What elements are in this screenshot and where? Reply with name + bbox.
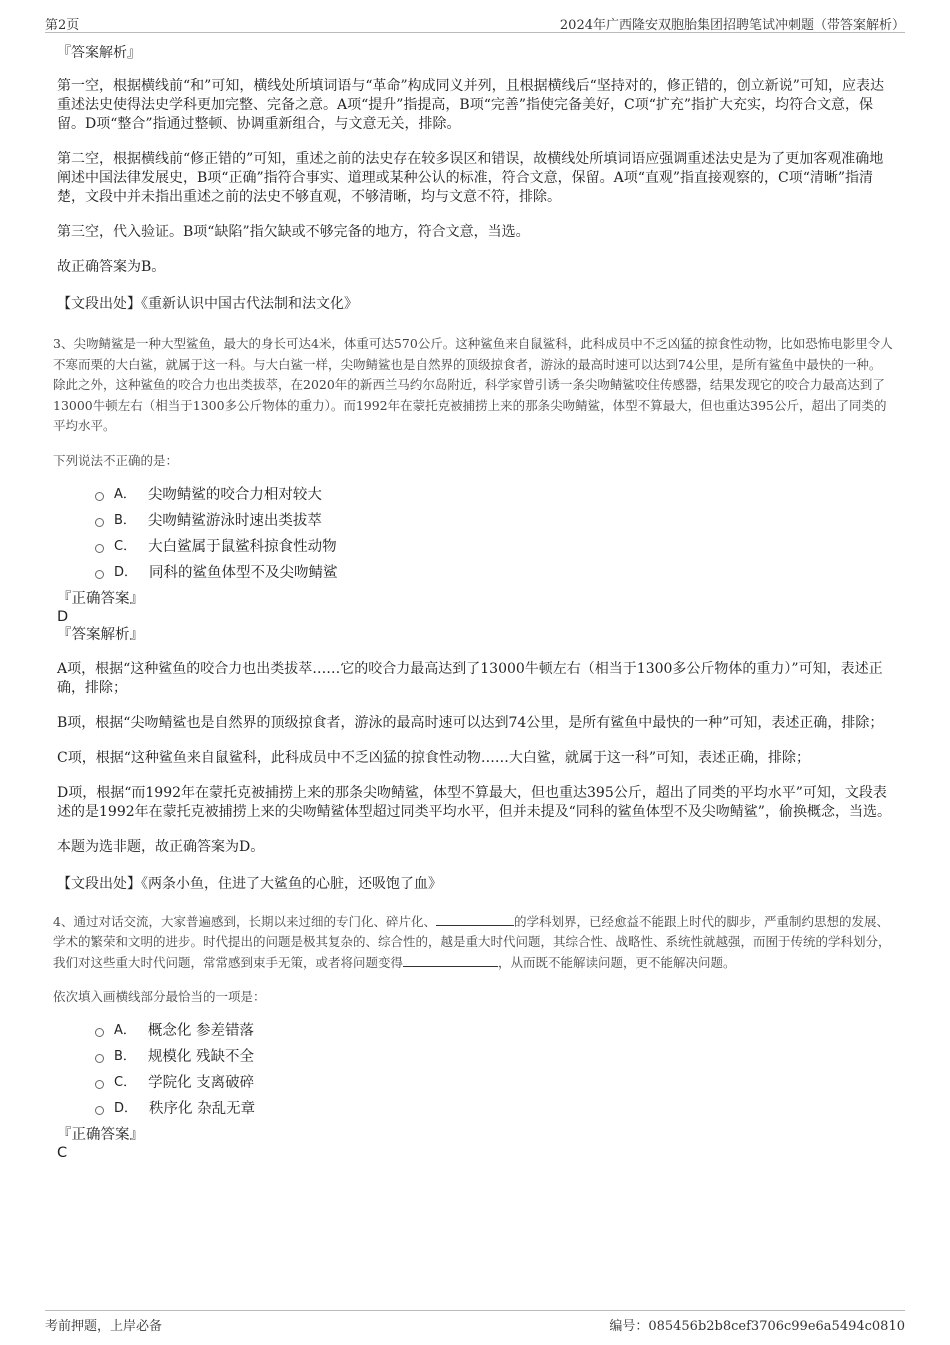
q3-options xyxy=(95,482,893,586)
radio-icon[interactable] xyxy=(95,1106,104,1115)
q2-analysis-para-1: 第一空，根据横线前“和”可知，横线处所填词语与“革命”构成同义并列，且根据横线后“坚持对的，修正错的，创立新说”可知，应表达重述法史使得法史学科更加完整、完备之意。A项“提升”指提高，B项“完善”指使完备美好，C项“扩充”指扩大充实，均符合文意，保留。D项“整合”指通过整顿、协调重新组合，与文意无关，排除。 xyxy=(57,78,884,132)
page-footer xyxy=(45,1310,905,1335)
q3-source: 【文段出处】《两条小鱼，住进了大鲨鱼的心脏，还吸饱了血》 xyxy=(57,875,442,892)
q2-conclusion: 故正确答案为B。 xyxy=(57,259,166,275)
q3-analysis-label: 『答案解析』 xyxy=(57,626,144,643)
q3-answer-label: 『正确答案』 xyxy=(57,590,144,607)
radio-icon[interactable] xyxy=(95,1080,104,1089)
q3-prompt: 下列说法不正确的是： xyxy=(53,452,179,468)
q4-option-a[interactable]: A． 概念化 参差错落 xyxy=(95,1018,893,1044)
document-id: 编号：085456b2b8cef3706c99e6a5494c0810 xyxy=(609,1319,905,1334)
radio-icon[interactable] xyxy=(95,518,104,527)
radio-icon[interactable] xyxy=(95,1054,104,1063)
q4-answer: C xyxy=(57,1145,68,1161)
page-content xyxy=(53,44,893,1162)
radio-icon[interactable] xyxy=(95,1028,104,1037)
q2-analysis-label: 『答案解析』 xyxy=(57,45,141,61)
q4-option-d[interactable]: D． 秩序化 杂乱无章 xyxy=(95,1096,893,1122)
q3-analysis-b: B项，根据“尖吻鲭鲨也是自然界的顶级掠食者，游泳的最高时速可以达到74公里，是所有鲨鱼中最快的一种”可知，表述正确，排除； xyxy=(57,714,884,731)
q4-option-c[interactable]: C． 学院化 支离破碎 xyxy=(95,1070,893,1096)
q3-option-d[interactable]: D． 同科的鲨鱼体型不及尖吻鲭鲨 xyxy=(95,560,893,586)
q3-analysis-c: C项，根据“这种鲨鱼来自鼠鲨科，此科成员中不乏凶猛的掠食性动物……大白鲨，就属于这一科”可知，表述正确，排除； xyxy=(57,749,811,766)
q3-option-b[interactable]: B． 尖吻鲭鲨游泳时速出类拔萃 xyxy=(95,508,893,534)
q4-option-b[interactable]: B． 规模化 残缺不全 xyxy=(95,1044,893,1070)
page-number: 第2页 xyxy=(45,18,80,33)
q3-analysis-a: A项，根据“这种鲨鱼的咬合力也出类拔萃……它的咬合力最高达到了13000牛顿左右（相当于1300多公斤物体的重力）”可知，表述正确，排除； xyxy=(57,660,883,696)
q4-blank-2 xyxy=(403,954,498,967)
radio-icon[interactable] xyxy=(95,544,104,553)
radio-icon[interactable] xyxy=(95,570,104,579)
q4-stem: 4、通过对话交流，大家普遍感到，长期以来过细的专门化、碎片化、 的学科划界，已经愈益不能跟上时代的脚步，严重制约思想的发展、学术的繁荣和文明的进步。时代提出的问题是极其复杂的、综合性的，越是重大时代问题，其综合性、战略性、系统性就越强，而囿于传统的学科划分，我们对这些重大时代问题，常常感到束手无策，或者将问题变得 ，从而既不能解读问题，更不能解决问题。 xyxy=(53,913,891,970)
q4-answer-label: 『正确答案』 xyxy=(57,1127,144,1143)
q2-source: 【文段出处】《重新认识中国古代法制和法文化》 xyxy=(57,296,358,312)
footer-slogan: 考前押题，上岸必备 xyxy=(45,1319,163,1334)
page-header xyxy=(45,12,905,33)
q2-analysis-para-2: 第二空，根据横线前“修正错的”可知，重述之前的法史存在较多误区和错误，故横线处所填词语应强调重述法史是为了更加客观准确地阐述中国法律发展史，B项“正确”指符合事实、道理或某种公认的标准，符合文意，保留。A项“直观”指直接观察的，C项“清晰”指清楚，文段中并未指出重述之前的法史不够直观，不够清晰，均与文意不符，排除。 xyxy=(57,151,884,205)
q3-option-c[interactable]: C． 大白鲨属于鼠鲨科掠食性动物 xyxy=(95,534,893,560)
q3-analysis-d: D项，根据“而1992年在蒙托克被捕捞上来的那条尖吻鲭鲨，体型不算最大，但也重达395公斤，超出了同类的平均水平”可知，文段表述的是1992年在蒙托克被捕捞上来的尖吻鲭鲨体型超过同类平均水平，但并未提及“同科的鲨鱼体型不及尖吻鲭鲨”，偷换概念，当选。 xyxy=(57,784,891,820)
q4-blank-1 xyxy=(436,913,514,926)
q4-options xyxy=(95,1018,893,1122)
q3-stem: 3、尖吻鲭鲨是一种大型鲨鱼，最大的身长可达4米，体重可达570公斤。这种鲨鱼来自鼠鲨科，此科成员中不乏凶猛的掠食性动物，比如恐怖电影里令人不寒而栗的大白鲨，就属于这一科。与大白鲨一样，尖吻鲭鲨也是自然界的顶级掠食者，游泳的最高时速可以达到74公里，是所有鲨鱼中最快的一种。除此之外，这种鲨鱼的咬合力也出类拔萃，在2020年的新西兰马约尔岛附近，科学家曾引诱一条尖吻鲭鲨咬住传感器，结果发现它的咬合力最高达到了13000牛顿左右（相当于1300多公斤物体的重力）。而1992年在蒙托克被捕捞上来的那条尖吻鲭鲨，体型不算最大，但也重达395公斤，超出了同类的平均水平。 xyxy=(53,336,893,433)
q3-conclusion: 本题为选非题，故正确答案为D。 xyxy=(57,838,265,855)
radio-icon[interactable] xyxy=(95,492,104,501)
document-title: 2024年广西隆安双胞胎集团招聘笔试冲刺题（带答案解析） xyxy=(559,18,905,33)
q3-answer: D xyxy=(57,608,69,625)
q4-prompt: 依次填入画横线部分最恰当的一项是： xyxy=(53,989,266,1004)
q3-option-a[interactable]: A． 尖吻鲭鲨的咬合力相对较大 xyxy=(95,482,893,508)
q2-analysis-para-3: 第三空，代入验证。B项“缺陷”指欠缺或不够完备的地方，符合文意，当选。 xyxy=(57,224,530,240)
